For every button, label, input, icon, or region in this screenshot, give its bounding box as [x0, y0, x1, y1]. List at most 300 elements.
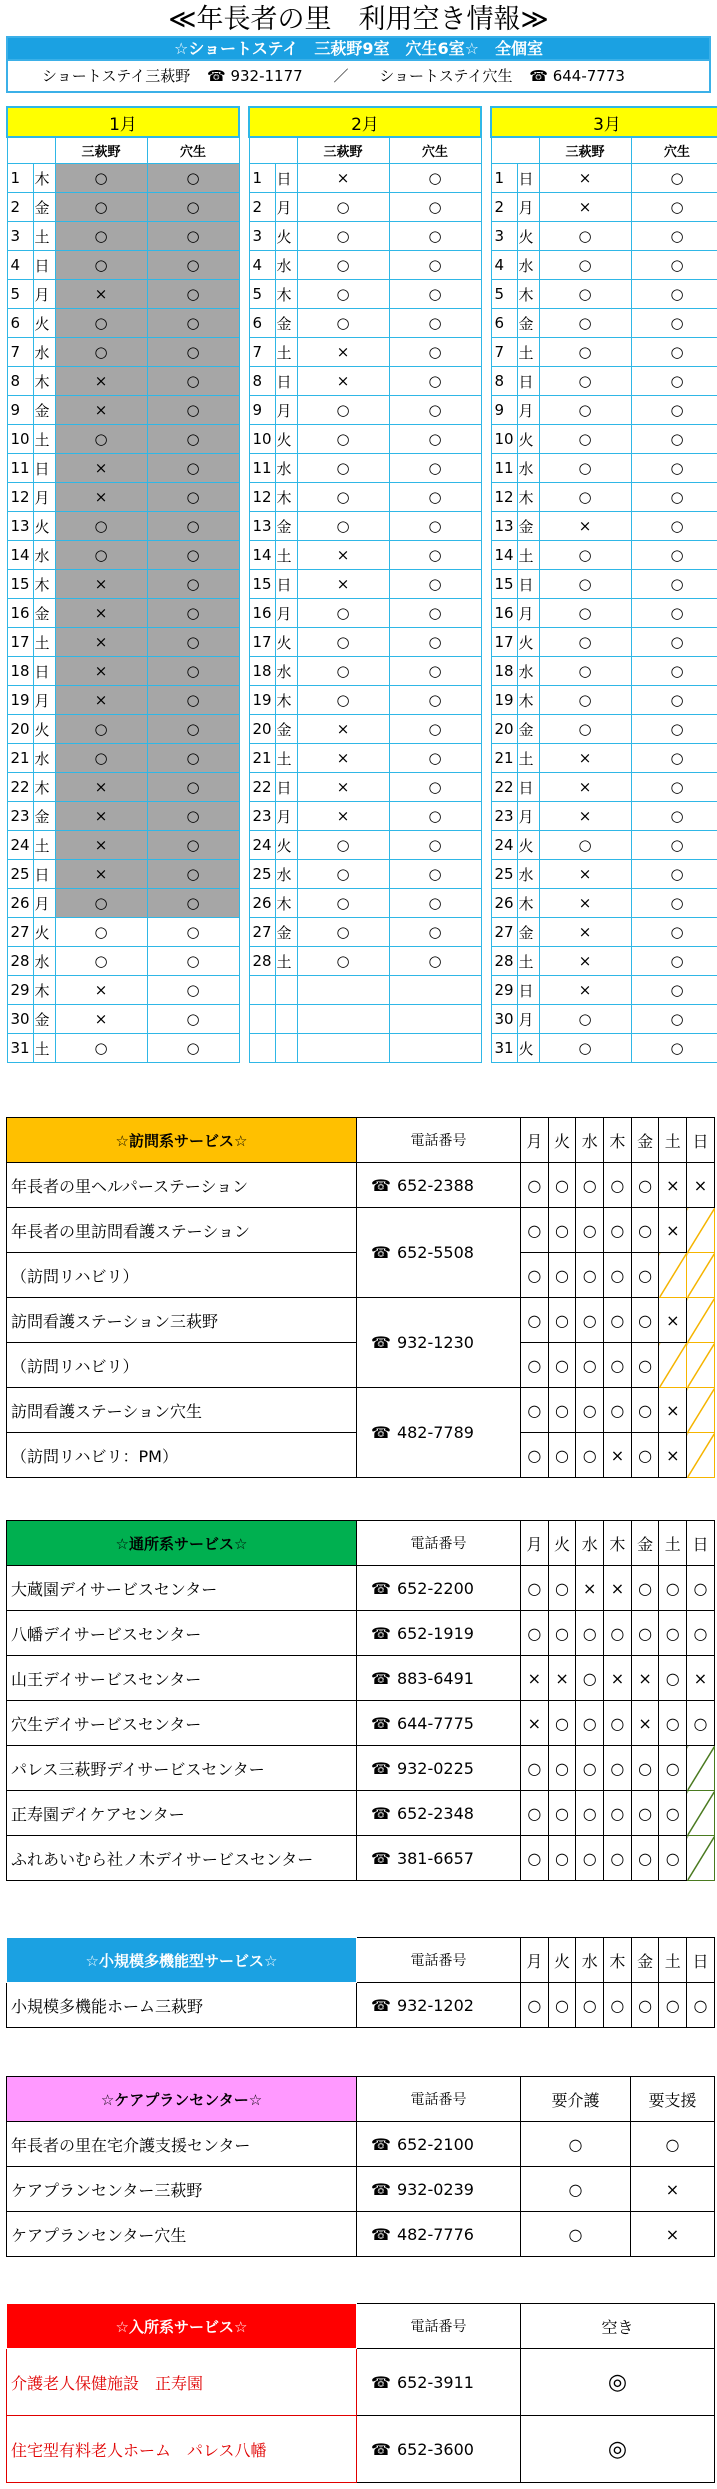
- day-number: 21: [491, 744, 517, 773]
- weekday: 日: [275, 367, 297, 396]
- availability-mark: ○: [687, 1983, 715, 2028]
- day-row: [7, 338, 239, 367]
- day-row: [7, 715, 239, 744]
- availability-mark: ○: [687, 1701, 715, 1746]
- month-label: 1月: [7, 107, 239, 137]
- day-number: 23: [491, 802, 517, 831]
- availability-mark: ×: [521, 1701, 549, 1746]
- weekday: 土: [275, 744, 297, 773]
- resident-services-table: [6, 2303, 715, 2483]
- mihagino-status: ×: [539, 976, 631, 1005]
- weekday: 土: [517, 338, 539, 367]
- availability-mark: ○: [604, 1253, 632, 1298]
- availability-mark: ×: [659, 1433, 687, 1478]
- phone-number: 652-1919: [396, 1623, 474, 1643]
- contact-tel: 644-7773: [552, 67, 625, 85]
- anou-status: ○: [631, 222, 717, 251]
- day-number: 17: [249, 628, 275, 657]
- weekday-header: 水: [576, 1938, 604, 1983]
- weekday: 土: [33, 831, 55, 860]
- anou-status: ○: [631, 628, 717, 657]
- day-row: [249, 918, 481, 947]
- day-row: [7, 686, 239, 715]
- not-offered-slash: [687, 1208, 715, 1253]
- weekday: 木: [517, 280, 539, 309]
- day-number: 7: [249, 338, 275, 367]
- day-number: 6: [491, 309, 517, 338]
- anou-status: ○: [147, 541, 239, 570]
- weekday: 金: [517, 715, 539, 744]
- anou-status: ○: [631, 512, 717, 541]
- availability-mark: ×: [631, 1701, 659, 1746]
- availability-mark: ○: [548, 1343, 576, 1388]
- phone-icon: ☎: [371, 1423, 391, 1442]
- mihagino-status: ○: [55, 222, 147, 251]
- mihagino-status: ○: [539, 338, 631, 367]
- phone-icon: ☎: [371, 1333, 391, 1352]
- anou-status: [389, 976, 481, 1005]
- anou-status: ○: [147, 889, 239, 918]
- not-offered-slash: [687, 1343, 715, 1388]
- day-row: [491, 918, 717, 947]
- service-phone: [357, 1566, 521, 1611]
- mihagino-status: ○: [297, 396, 389, 425]
- availability-mark: ○: [548, 1791, 576, 1836]
- mihagino-status: ○: [539, 367, 631, 396]
- mihagino-status: ○: [55, 338, 147, 367]
- anou-status: ○: [389, 947, 481, 976]
- mihagino-status: ×: [55, 628, 147, 657]
- day-row: [491, 628, 717, 657]
- anou-status: ○: [631, 541, 717, 570]
- weekday: 金: [517, 512, 539, 541]
- mihagino-status: ×: [297, 802, 389, 831]
- anou-status: ○: [631, 454, 717, 483]
- anou-status: ○: [147, 715, 239, 744]
- anou-status: ○: [147, 976, 239, 1005]
- mihagino-status: ○: [55, 512, 147, 541]
- day-row: [491, 396, 717, 425]
- weekday: 木: [275, 483, 297, 512]
- availability-mark: ○: [604, 1836, 632, 1881]
- mihagino-status: ○: [297, 222, 389, 251]
- service-row: [7, 1791, 715, 1836]
- day-number: 19: [491, 686, 517, 715]
- mihagino-status: [297, 1005, 389, 1034]
- day-number: 24: [249, 831, 275, 860]
- availability-mark: ○: [521, 2167, 631, 2212]
- mihagino-status: ○: [55, 947, 147, 976]
- mihagino-status: ○: [55, 918, 147, 947]
- service-row: [7, 1701, 715, 1746]
- weekday-header: 水: [576, 1521, 604, 1566]
- availability-mark: ○: [548, 1388, 576, 1433]
- availability-mark: ○: [576, 1208, 604, 1253]
- anou-status: ○: [631, 831, 717, 860]
- weekday: 水: [517, 251, 539, 280]
- weekday: [275, 976, 297, 1005]
- col-header-mihagino: 三萩野: [297, 137, 389, 164]
- anou-status: ○: [147, 338, 239, 367]
- anou-status: ○: [147, 657, 239, 686]
- mihagino-status: ○: [297, 512, 389, 541]
- weekday: 金: [33, 802, 55, 831]
- anou-status: ○: [389, 309, 481, 338]
- day-number: 14: [491, 541, 517, 570]
- day-number: 4: [491, 251, 517, 280]
- weekday-header: 木: [604, 1938, 632, 1983]
- availability-mark: ○: [576, 1746, 604, 1791]
- weekday: 木: [33, 367, 55, 396]
- weekday: 月: [275, 193, 297, 222]
- weekday: 月: [33, 280, 55, 309]
- mihagino-status: ○: [539, 831, 631, 860]
- phone-icon: ☎: [371, 2372, 391, 2392]
- availability-mark: ○: [576, 1253, 604, 1298]
- service-phone: [357, 1656, 521, 1701]
- day-row: [7, 164, 239, 193]
- availability-mark: ○: [631, 1298, 659, 1343]
- weekday: 水: [517, 454, 539, 483]
- weekday: 土: [275, 541, 297, 570]
- availability-mark: ○: [687, 1566, 715, 1611]
- anou-status: ○: [147, 280, 239, 309]
- mihagino-status: ×: [539, 193, 631, 222]
- mihagino-status: ○: [55, 193, 147, 222]
- anou-status: ○: [389, 744, 481, 773]
- weekday-header: 火: [548, 1521, 576, 1566]
- anou-status: ○: [389, 889, 481, 918]
- service-name: （訪問リハビリ）: [7, 1343, 357, 1388]
- anou-status: ○: [147, 686, 239, 715]
- day-number: 15: [249, 570, 275, 599]
- anou-status: ○: [389, 483, 481, 512]
- anou-status: ○: [147, 1034, 239, 1063]
- availability-mark: ○: [631, 1163, 659, 1208]
- phone-number: 652-3911: [396, 2372, 474, 2392]
- service-row: [7, 1208, 715, 1253]
- anou-status: ○: [147, 773, 239, 802]
- day-row: [491, 338, 717, 367]
- day-row: [491, 686, 717, 715]
- weekday: 月: [33, 483, 55, 512]
- day-number: 12: [249, 483, 275, 512]
- service-row: [7, 1983, 715, 2028]
- day-number: 13: [491, 512, 517, 541]
- phone-number: 652-5508: [396, 1243, 474, 1262]
- day-number: 2: [491, 193, 517, 222]
- service-phone: [357, 1208, 521, 1298]
- day-row: [249, 396, 481, 425]
- anou-status: ○: [389, 222, 481, 251]
- availability-mark: ○: [576, 1611, 604, 1656]
- service-phone: [357, 2122, 521, 2167]
- phone-icon: ☎: [371, 1623, 391, 1643]
- day-row: [249, 280, 481, 309]
- phone-icon: ☎: [206, 67, 226, 85]
- anou-status: ○: [631, 744, 717, 773]
- weekday: 金: [275, 918, 297, 947]
- availability-mark: ○: [659, 1611, 687, 1656]
- service-name: 年長者の里在宅介護支援センター: [7, 2122, 357, 2167]
- anou-status: ○: [147, 831, 239, 860]
- day-row: [491, 454, 717, 483]
- weekday-header: 火: [548, 1118, 576, 1163]
- blank-header: [249, 137, 297, 164]
- weekday: 木: [517, 889, 539, 918]
- availability-mark: ○: [631, 1791, 659, 1836]
- service-name: 八幡デイサービスセンター: [7, 1611, 357, 1656]
- availability-mark: ○: [521, 1791, 549, 1836]
- service-name: 年長者の里訪問看護ステーション: [7, 1208, 357, 1253]
- day-number: 3: [249, 222, 275, 251]
- phone-number: 652-2200: [396, 1578, 474, 1598]
- service-name: 介護老人保健施設 正寿園: [7, 2349, 357, 2416]
- day-row: [7, 309, 239, 338]
- day-number: 17: [491, 628, 517, 657]
- mihagino-status: ○: [539, 483, 631, 512]
- day-number: 20: [249, 715, 275, 744]
- day-number: 7: [7, 338, 33, 367]
- day-row: [249, 425, 481, 454]
- day-number: 8: [249, 367, 275, 396]
- mihagino-status: ○: [297, 947, 389, 976]
- day-number: 12: [491, 483, 517, 512]
- weekday: 日: [275, 773, 297, 802]
- contact-label: ショートステイ穴生: [379, 67, 513, 85]
- service-name: （訪問リハビリ：PM）: [7, 1433, 357, 1478]
- anou-status: ○: [147, 193, 239, 222]
- phone-number: 652-2388: [396, 1175, 474, 1195]
- not-offered-slash: [659, 1343, 687, 1388]
- phone-icon: ☎: [371, 2439, 391, 2459]
- service-phone: [357, 1746, 521, 1791]
- anou-status: ○: [389, 657, 481, 686]
- mihagino-status: ×: [539, 802, 631, 831]
- day-row: [249, 1034, 481, 1063]
- anou-status: ○: [389, 396, 481, 425]
- blank-header: [491, 137, 539, 164]
- availability-mark: ○: [631, 1433, 659, 1478]
- day-number: 8: [7, 367, 33, 396]
- weekday: 日: [517, 773, 539, 802]
- mihagino-status: ○: [297, 425, 389, 454]
- day-number: 27: [491, 918, 517, 947]
- not-offered-slash: [687, 1388, 715, 1433]
- weekday: 火: [517, 222, 539, 251]
- anou-status: ○: [147, 570, 239, 599]
- availability-mark: ◎: [521, 2416, 715, 2483]
- availability-mark: ○: [631, 1343, 659, 1388]
- anou-status: ○: [147, 222, 239, 251]
- day-row: [249, 773, 481, 802]
- service-phone: [357, 1163, 521, 1208]
- weekday: 日: [275, 570, 297, 599]
- mihagino-status: ○: [297, 483, 389, 512]
- service-phone: [357, 1298, 521, 1388]
- anou-status: ○: [389, 715, 481, 744]
- day-row: [491, 715, 717, 744]
- weekday: 金: [33, 193, 55, 222]
- mihagino-status: ○: [55, 425, 147, 454]
- mihagino-status: ○: [539, 657, 631, 686]
- anou-status: ○: [147, 367, 239, 396]
- anou-status: ○: [631, 889, 717, 918]
- day-row: [249, 541, 481, 570]
- mihagino-status: ○: [297, 860, 389, 889]
- weekday: 土: [517, 744, 539, 773]
- day-number: 5: [249, 280, 275, 309]
- day-row: [7, 657, 239, 686]
- mihagino-status: ×: [297, 744, 389, 773]
- anou-status: ○: [389, 338, 481, 367]
- day-number: 4: [249, 251, 275, 280]
- service-name: ケアプランセンター三萩野: [7, 2167, 357, 2212]
- day-row: [491, 889, 717, 918]
- mihagino-status: ○: [297, 454, 389, 483]
- phone-number: 932-1202: [396, 1995, 474, 2015]
- availability-mark: ○: [521, 2122, 631, 2167]
- weekday: 日: [275, 164, 297, 193]
- service-phone: [357, 1701, 521, 1746]
- day-row: [249, 744, 481, 773]
- anou-status: ○: [631, 976, 717, 1005]
- availability-mark: ○: [521, 1836, 549, 1881]
- mihagino-status: ○: [539, 1005, 631, 1034]
- day-number: 27: [7, 918, 33, 947]
- availability-mark: ○: [576, 1656, 604, 1701]
- anou-status: ○: [147, 396, 239, 425]
- availability-mark: ○: [576, 1298, 604, 1343]
- anou-status: ○: [631, 657, 717, 686]
- anou-status: ○: [389, 454, 481, 483]
- availability-mark: ○: [631, 1253, 659, 1298]
- day-row: [7, 744, 239, 773]
- phone-header: 電話番号: [357, 1938, 521, 1983]
- anou-status: ○: [147, 947, 239, 976]
- mihagino-status: ○: [539, 570, 631, 599]
- mihagino-status: ○: [539, 686, 631, 715]
- availability-mark: ○: [631, 1566, 659, 1611]
- calendar-3: [490, 106, 717, 1063]
- anou-status: ○: [631, 570, 717, 599]
- day-row: [491, 483, 717, 512]
- anou-status: ○: [389, 512, 481, 541]
- weekday: 火: [517, 1034, 539, 1063]
- mihagino-status: ○: [539, 425, 631, 454]
- availability-header: 空き: [521, 2304, 715, 2349]
- day-number: 14: [7, 541, 33, 570]
- day-number: 25: [491, 860, 517, 889]
- weekday: 月: [517, 396, 539, 425]
- service-row: [7, 1298, 715, 1343]
- weekday: 月: [275, 396, 297, 425]
- day-row: [249, 860, 481, 889]
- day-number: 21: [249, 744, 275, 773]
- day-row: [249, 483, 481, 512]
- weekday: 火: [275, 831, 297, 860]
- mihagino-status: ○: [55, 744, 147, 773]
- day-number: 14: [249, 541, 275, 570]
- day-number: 1: [7, 164, 33, 193]
- day-row: [491, 512, 717, 541]
- service-phone: [357, 1388, 521, 1478]
- resident-row: [7, 2416, 715, 2483]
- availability-mark: ○: [631, 1388, 659, 1433]
- day-number: 6: [249, 309, 275, 338]
- day-row: [7, 512, 239, 541]
- day-row: [249, 657, 481, 686]
- mihagino-status: ○: [297, 251, 389, 280]
- not-offered-slash: [687, 1253, 715, 1298]
- phone-icon: ☎: [371, 1803, 391, 1823]
- day-number: 18: [7, 657, 33, 686]
- anou-status: ○: [389, 860, 481, 889]
- anou-status: ○: [631, 396, 717, 425]
- mihagino-status: ×: [55, 1005, 147, 1034]
- anou-status: ○: [631, 280, 717, 309]
- weekday: 水: [517, 860, 539, 889]
- mihagino-status: ○: [297, 193, 389, 222]
- day-number: 29: [491, 976, 517, 1005]
- day-row: [491, 831, 717, 860]
- anou-status: ○: [631, 599, 717, 628]
- anou-status: ○: [147, 164, 239, 193]
- availability-mark: ○: [659, 1983, 687, 2028]
- phone-number: 883-6491: [396, 1668, 474, 1688]
- mihagino-status: ×: [539, 773, 631, 802]
- weekday: 水: [275, 454, 297, 483]
- anou-status: ○: [147, 860, 239, 889]
- day-number: 29: [7, 976, 33, 1005]
- day-number: [249, 976, 275, 1005]
- visit-services-table: [6, 1117, 715, 1478]
- phone-icon: ☎: [371, 2134, 391, 2154]
- day-number: 17: [7, 628, 33, 657]
- anou-status: ○: [631, 251, 717, 280]
- service-name: 年長者の里ヘルパーステーション: [7, 1163, 357, 1208]
- anou-status: ○: [389, 280, 481, 309]
- service-phone: [357, 2349, 521, 2416]
- availability-mark: ○: [521, 1208, 549, 1253]
- availability-mark: ○: [548, 1253, 576, 1298]
- weekday: 月: [33, 889, 55, 918]
- availability-mark: ○: [604, 1163, 632, 1208]
- separator: ／: [333, 67, 349, 85]
- day-row: [249, 1005, 481, 1034]
- weekday-header: 木: [604, 1521, 632, 1566]
- mihagino-status: ○: [297, 831, 389, 860]
- availability-mark: ×: [659, 1298, 687, 1343]
- day-row: [249, 715, 481, 744]
- availability-mark: ○: [631, 1611, 659, 1656]
- day-number: 13: [249, 512, 275, 541]
- availability-mark: ○: [576, 1791, 604, 1836]
- weekday-header: 日: [687, 1938, 715, 1983]
- day-number: 3: [491, 222, 517, 251]
- day-row: [7, 454, 239, 483]
- anou-status: ○: [631, 1005, 717, 1034]
- availability-mark: ×: [548, 1656, 576, 1701]
- weekday: 火: [275, 628, 297, 657]
- mihagino-status: ○: [297, 280, 389, 309]
- weekday: 日: [517, 570, 539, 599]
- anou-status: ○: [147, 744, 239, 773]
- day-row: [7, 222, 239, 251]
- day-number: 16: [491, 599, 517, 628]
- day-number: 11: [491, 454, 517, 483]
- day-number: 10: [491, 425, 517, 454]
